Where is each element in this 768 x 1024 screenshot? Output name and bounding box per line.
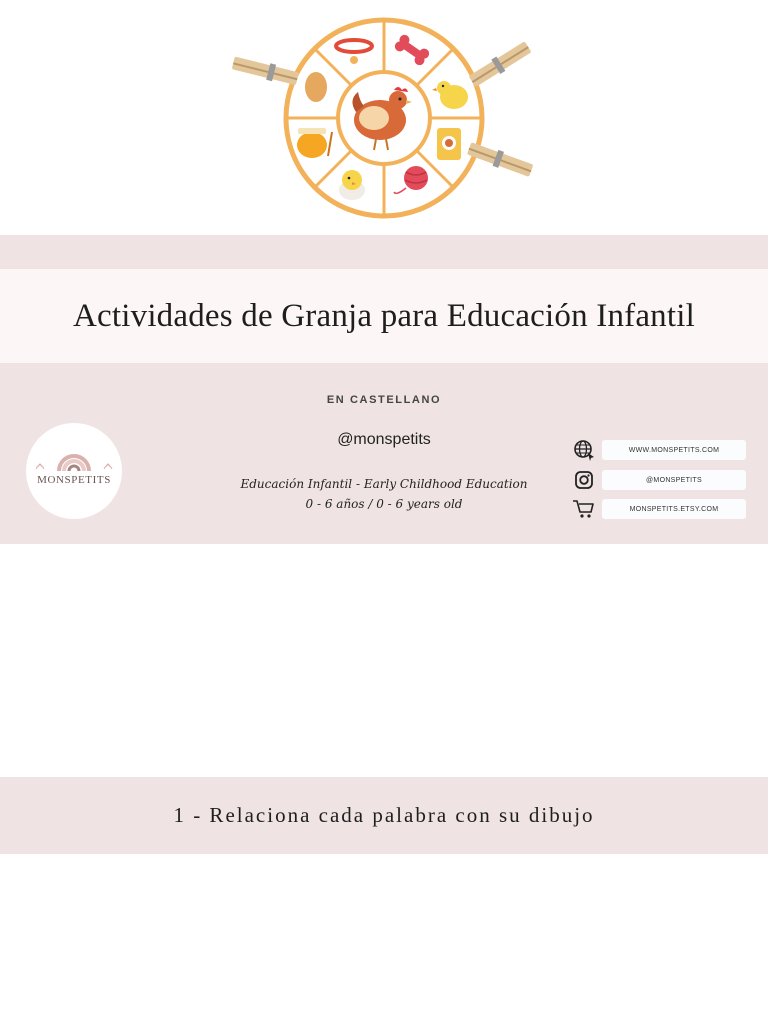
rainbow-logo-icon <box>26 423 122 519</box>
brand-logo <box>26 423 122 519</box>
farm-wheel-illustration <box>0 0 768 235</box>
page-title: Actividades de Granja para Educación Infantil <box>73 297 695 334</box>
social-handle: @monspetits <box>337 431 431 448</box>
contact-instagram[interactable] <box>572 469 748 491</box>
language-label: EN CASTELLANO <box>326 394 442 406</box>
clothespin-left-icon <box>231 55 299 87</box>
website-link[interactable]: WWW.MONSPETITS.COM <box>602 440 746 460</box>
audience-info <box>214 474 554 514</box>
age-range-text: 0 - 6 años / 0 - 6 years old <box>305 497 463 511</box>
clothespin-right-top-icon <box>468 40 533 89</box>
audience-text: Educación Infantil - Early Childhood Education <box>240 477 528 491</box>
section-banner <box>0 777 768 854</box>
hero-illustration <box>0 0 768 235</box>
instagram-link[interactable]: @MONSPETITS <box>602 470 746 490</box>
contact-shop[interactable] <box>572 498 748 520</box>
section-heading: 1 - Relaciona cada palabra con su dibujo <box>173 803 595 827</box>
title-banner <box>0 269 768 363</box>
shop-link[interactable]: MONSPETITS.ETSY.COM <box>602 499 746 519</box>
instagram-icon <box>572 469 596 491</box>
egg-icon <box>305 72 327 102</box>
clothespin-right-bottom-icon <box>466 140 534 179</box>
globe-icon <box>572 439 596 461</box>
cart-icon <box>572 498 596 520</box>
contact-website[interactable] <box>572 439 748 461</box>
logo-text: MONSPETITS <box>37 474 111 486</box>
feed-bag-icon <box>437 128 461 160</box>
